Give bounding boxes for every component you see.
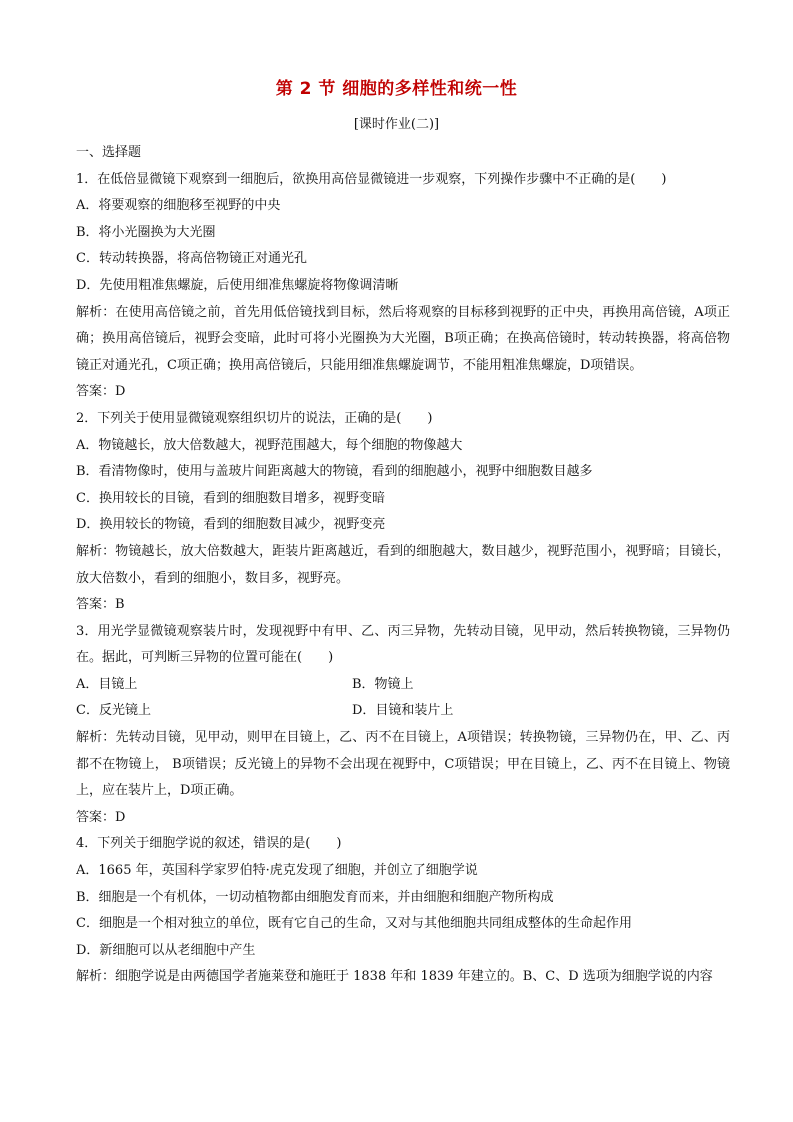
- answer: 答案：B: [76, 597, 125, 613]
- page-title: 第 2 节 细胞的多样性和统一性: [275, 79, 518, 99]
- question-3: [76, 619, 730, 832]
- option-a: A．将要观察的细胞移至视野的中央: [76, 198, 281, 214]
- question-stem: 1．在低倍显微镜下观察到一细胞后，欲换用高倍显微镜进一步观察，下列操作步骤中不正确的是( ): [76, 171, 667, 187]
- analysis: 解析：物镜越长，放大倍数越大，距装片距离越近，看到的细胞越大，数目越少，视野范围小，视野暗；目镜长，放大倍数小，看到的细胞小，数目多，视野亮。: [76, 543, 730, 586]
- option-d: D．目镜和装片上: [352, 703, 454, 719]
- option-b: B．将小光圈换为大光圈: [76, 224, 216, 240]
- section-heading: 一、选择题: [76, 145, 142, 160]
- question-stem: 3．用光学显微镜观察装片时，发现视野中有甲、乙、丙三异物，先转动目镜，见甲动，然后转换物镜，三异物仍在。据此，可判断三异物的位置可能在( ): [76, 623, 730, 666]
- option-d: D．换用较长的物镜，看到的细胞数目减少，视野变亮: [76, 517, 386, 533]
- analysis: 解析：先转动目镜，见甲动，则甲在目镜上，乙、丙不在目镜上，A项错误；转换物镜，三异物仍在，甲、乙、丙都不在物镜上， B项错误；反光镜上的异物不会出现在视野中，C项错误；甲在目镜上，乙、丙不在目镜上、物镜上，应在装片上，D项正确。: [76, 730, 730, 799]
- option-c: C．细胞是一个相对独立的单位，既有它自己的生命，又对与其他细胞共同组成整体的生命起作用: [76, 916, 632, 932]
- option-d: D．新细胞可以从老细胞中产生: [76, 942, 256, 958]
- options-row: [76, 698, 730, 725]
- page-subtitle: [课时作业(二)]: [353, 117, 440, 132]
- question-stem: 2．下列关于使用显微镜观察组织切片的说法，正确的是( ): [76, 410, 433, 426]
- question-stem: 4．下列关于细胞学说的叙述，错误的是( ): [76, 836, 342, 852]
- option-b: B．物镜上: [352, 676, 414, 692]
- answer: 答案：D: [76, 809, 126, 825]
- options-row: [76, 672, 730, 699]
- option-c: C．换用较长的目镜，看到的细胞数目增多，视野变暗: [76, 490, 385, 506]
- question-4: [76, 831, 730, 991]
- question-2: [76, 406, 730, 619]
- answer: 答案：D: [76, 384, 126, 400]
- option-a: A．物镜越长，放大倍数越大，视野范围越大，每个细胞的物像越大: [76, 437, 463, 453]
- content: [76, 140, 730, 991]
- option-b: B．看清物像时，使用与盖玻片间距离越大的物镜，看到的细胞越小，视野中细胞数目越多: [76, 464, 593, 480]
- analysis: 解析：细胞学说是由两德国学者施莱登和施旺于 1838 年和 1839 年建立的。B、C、D 选项为细胞学说的内容: [76, 969, 713, 985]
- option-b: B．细胞是一个有机体，一切动植物都由细胞发育而来，并由细胞和细胞产物所构成: [76, 889, 554, 905]
- question-1: [76, 167, 730, 406]
- option-d: D．先使用粗准焦螺旋，后使用细准焦螺旋将物像调清晰: [76, 277, 399, 293]
- option-a: A．目镜上: [76, 676, 138, 692]
- analysis: 解析：在使用高倍镜之前，首先用低倍镜找到目标，然后将观察的目标移到视野的正中央，再换用高倍镜，A项正确；换用高倍镜后，视野会变暗，此时可将小光圈换为大光圈，B项正确；在换高倍镜时，转动转换器，将高倍物镜正对通光孔，C项正确；换用高倍镜后，只能用细准焦螺旋调节，不能用粗准焦螺旋，D项错误。: [76, 304, 730, 373]
- option-c: C．转动转换器，将高倍物镜正对通光孔: [76, 251, 307, 267]
- option-a: A．1665 年，英国科学家罗伯特·虎克发现了细胞，并创立了细胞学说: [76, 863, 478, 879]
- option-c: C．反光镜上: [76, 703, 151, 719]
